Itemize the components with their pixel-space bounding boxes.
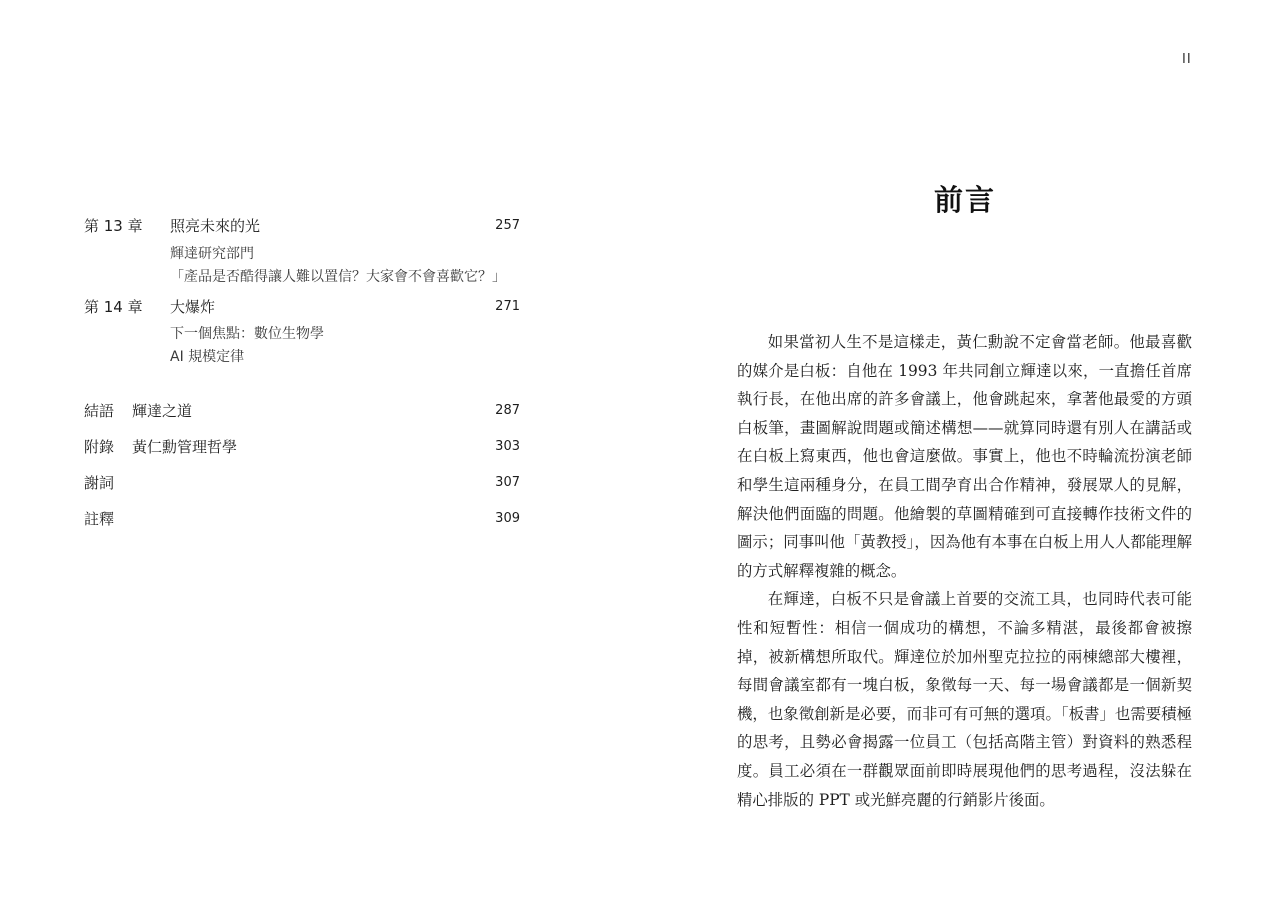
toc-chapter-title: 照亮未來的光 <box>170 217 261 235</box>
toc-page-number: 303 <box>495 439 520 454</box>
toc-section-label: 結語 <box>84 402 115 420</box>
toc-page-number: 307 <box>495 475 520 490</box>
toc-entry-appendix[interactable] <box>84 435 520 459</box>
right-page <box>635 0 1270 900</box>
toc-subsection: 輝達研究部門 <box>170 246 254 262</box>
toc-entry-epilogue[interactable] <box>84 399 520 423</box>
toc-section-label: 註釋 <box>84 510 115 528</box>
toc-page-number: 309 <box>495 511 520 526</box>
toc-section-label: 附錄 <box>84 438 115 456</box>
toc-chapter-title: 大爆炸 <box>170 298 216 316</box>
toc-chapter-label: 第 14 章 <box>84 298 143 316</box>
paragraph: 在輝達，白板不只是會議上首要的交流工具，也同時代表可能性和短暫性：相信一個成功的構想，不論多精湛，最後都會被擦掉，被新構想所取代。輝達位於加州聖克拉拉的兩棟總部大樓裡，每間會議室都有一塊白板，象徵每一天、每一場會議都是一個新契機，也象徵創新是必要，而非可有可無的選項。「板書」也需要積極的思考，且勢必會揭露一位員工（包括高階主管）對資料的熟悉程度。員工必須在一群觀眾面前即時展現他們的思考過程，沒法躲在精心排版的 PPT 或光鮮亮麗的行銷影片後面。 <box>737 590 1192 809</box>
toc-subsection: 「產品是否酷得讓人難以置信？大家會不會喜歡它？」 <box>170 269 506 285</box>
toc-page-number: 271 <box>495 299 520 314</box>
toc-entry-notes[interactable] <box>84 507 520 531</box>
toc-entry-chapter-14[interactable] <box>84 295 520 319</box>
toc-section-title: 黃仁勳管理哲學 <box>132 438 238 456</box>
toc-page-number: 287 <box>495 403 520 418</box>
body-text <box>737 328 1192 814</box>
page-folio: II <box>1182 52 1192 67</box>
toc-entry-chapter-13[interactable] <box>84 214 520 238</box>
toc-section-label: 謝詞 <box>84 474 115 492</box>
toc-section-title: 輝達之道 <box>132 402 193 420</box>
chapter-heading: 前言 <box>933 183 996 217</box>
toc-subsection: 下一個焦點：數位生物學 <box>170 326 324 342</box>
toc-chapter-label: 第 13 章 <box>84 217 143 235</box>
toc-subsection: AI 規模定律 <box>170 349 245 365</box>
toc-entry-acknowledgments[interactable] <box>84 471 520 495</box>
toc-page-number: 257 <box>495 218 520 233</box>
paragraph: 如果當初人生不是這樣走，黃仁勳說不定會當老師。他最喜歡的媒介是白板：自他在 1993 年共同創立輝達以來，一直擔任首席執行長，在他出席的許多會議上，他會跳起來，拿著他最愛的方頭白板筆，畫圖解說問題或簡述構想——就算同時還有別人在講話或在白板上寫東西，他也會這麼做。事實上，他也不時輪流扮演老師和學生這兩種身分，在員工間孕育出合作精神，發展眾人的見解，解決他們面臨的問題。他繪製的草圖精確到可直接轉作技術文件的圖示；同事叫他「黃教授」，因為他有本事在白板上用人人都能理解的方式解釋複雜的概念。 <box>737 333 1192 580</box>
